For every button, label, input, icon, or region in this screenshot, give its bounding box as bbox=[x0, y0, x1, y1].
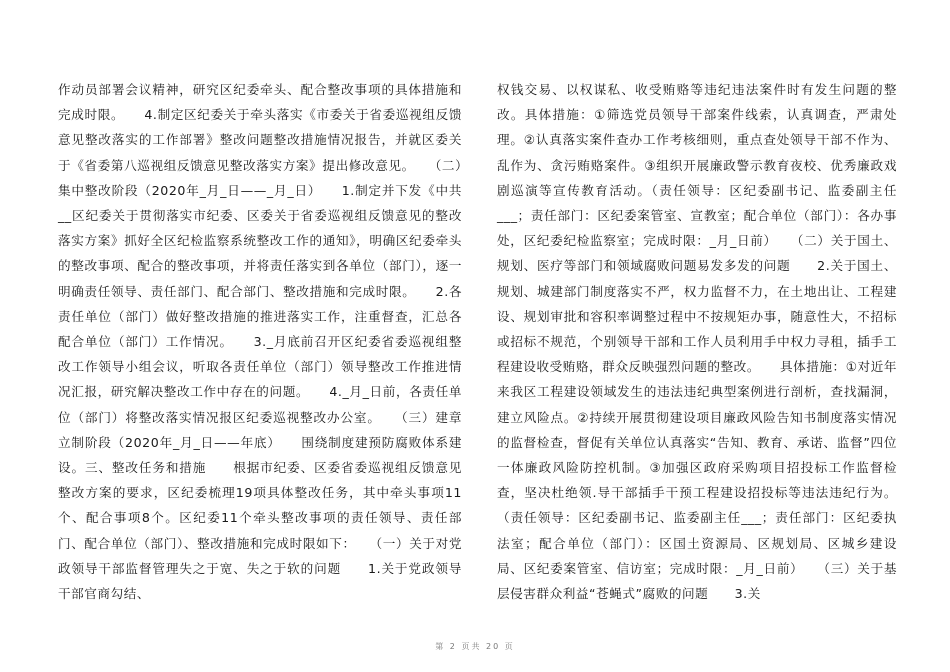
right-text-column bbox=[497, 77, 897, 606]
right-column-text: 权钱交易、以权谋私、收受贿赂等违纪违法案件时有发生问题的整改。具体措施：①筛选党员领导干部案件线索，认真调查，严肃处理。②认真落实案件查办工作考核细则，重点查处领导干部不作为、乱作为、贪污贿赂案件。③组织开展廉政警示教育夜校、优秀廉政戏剧巡演等宣传教育活动。（责任领导：区纪委副书记、监委副主任___；责任部门：区纪委案管室、宣教室；配合单位（部门）：各办事处，区纪委纪检监察室；完成时限：_月_日前） （二）关于国土、规划、医疗等部门和领域腐败问题易发多发的问题 2.关于国土、规划、城建部门制度落实不严，权力监督不力，在土地出让、工程建设、规划审批和容积率调整过程中不按规矩办事，随意性大，不招标或招标不规范，个别领导干部和工作人员利用手中权力寻租，插手工程建设收受贿赂，群众反映强烈问题的整改。 具体措施：①对近年来我区工程建设领域发生的违法违纪典型案例进行剖析，查找漏洞，建立风险点。②持续开展贯彻建设项目廉政风险告知书制度落实情况的监督检查，督促有关单位认真落实“告知、教育、承诺、监督”四位一体廉政风险防控机制。③加强区政府采购项目招投标工作监督检查，坚决杜绝领.导干部插手干预工程建设招投标等违法违纪行为。（责任领导：区纪委副书记、监委副主任___；责任部门：区纪委执法室；配合单位（部门）：区国土资源局、区规划局、区城乡建设局、区纪委案管室、信访室；完成时限：_月_日前） （三）关于基层侵害群众利益“苍蝇式”腐败的问题 3.关 bbox=[497, 82, 897, 602]
left-text-column bbox=[58, 77, 462, 606]
left-column-text: 作动员部署会议精神，研究区纪委牵头、配合整改事项的具体措施和完成时限。 4.制定区纪委关于牵头落实《市委关于省委巡视组反馈意见整改落实的工作部署》整改问题整改措施情况报告，并就区委关于《省委第八巡视组反馈意见整改落实方案》提出修改意见。 （二）集中整改阶段（2020年_月_日——_月_日） 1.制定并下发《中共__区纪委关于贯彻落实市纪委、区委关于省委巡视组反馈意见的整改落实方案》抓好全区纪检监察系统整改工作的通知》，明确区纪委牵头的整改事项、配合的整改事项，并将责任落实到各单位（部门），逐一明确责任领导、责任部门、配合部门、整改措施和完成时限。 2.各责任单位（部门）做好整改措施的推进落实工作，注重督查，汇总各配合单位（部门）工作情况。 3._月底前召开区纪委省委巡视组整改工作领导小组会议，听取各责任单位（部门）领导整改工作推进情况汇报，研究解决整改工作中存在的问题。 4._月_日前，各责任单位（部门）将整改落实情况报区纪委巡视整改办公室。 （三）建章立制阶段（2020年_月_日——年底） 围绕制度建预防腐败体系建设。三、整改任务和措施 根据市纪委、区委省委巡视组反馈意见整改方案的要求，区纪委梳理19项具体整改任务，其中牵头事项11个、配合事项8个。区纪委11个牵头整改事项的责任领导、责任部门、配合单位（部门）、整改措施和完成时限如下： （一）关于对党政领导干部监督管理失之于宽、失之于软的问题 1.关于党政领导干部官商勾结、 bbox=[58, 82, 462, 602]
page-footer: 第 2 页共 20 页 bbox=[435, 642, 515, 651]
